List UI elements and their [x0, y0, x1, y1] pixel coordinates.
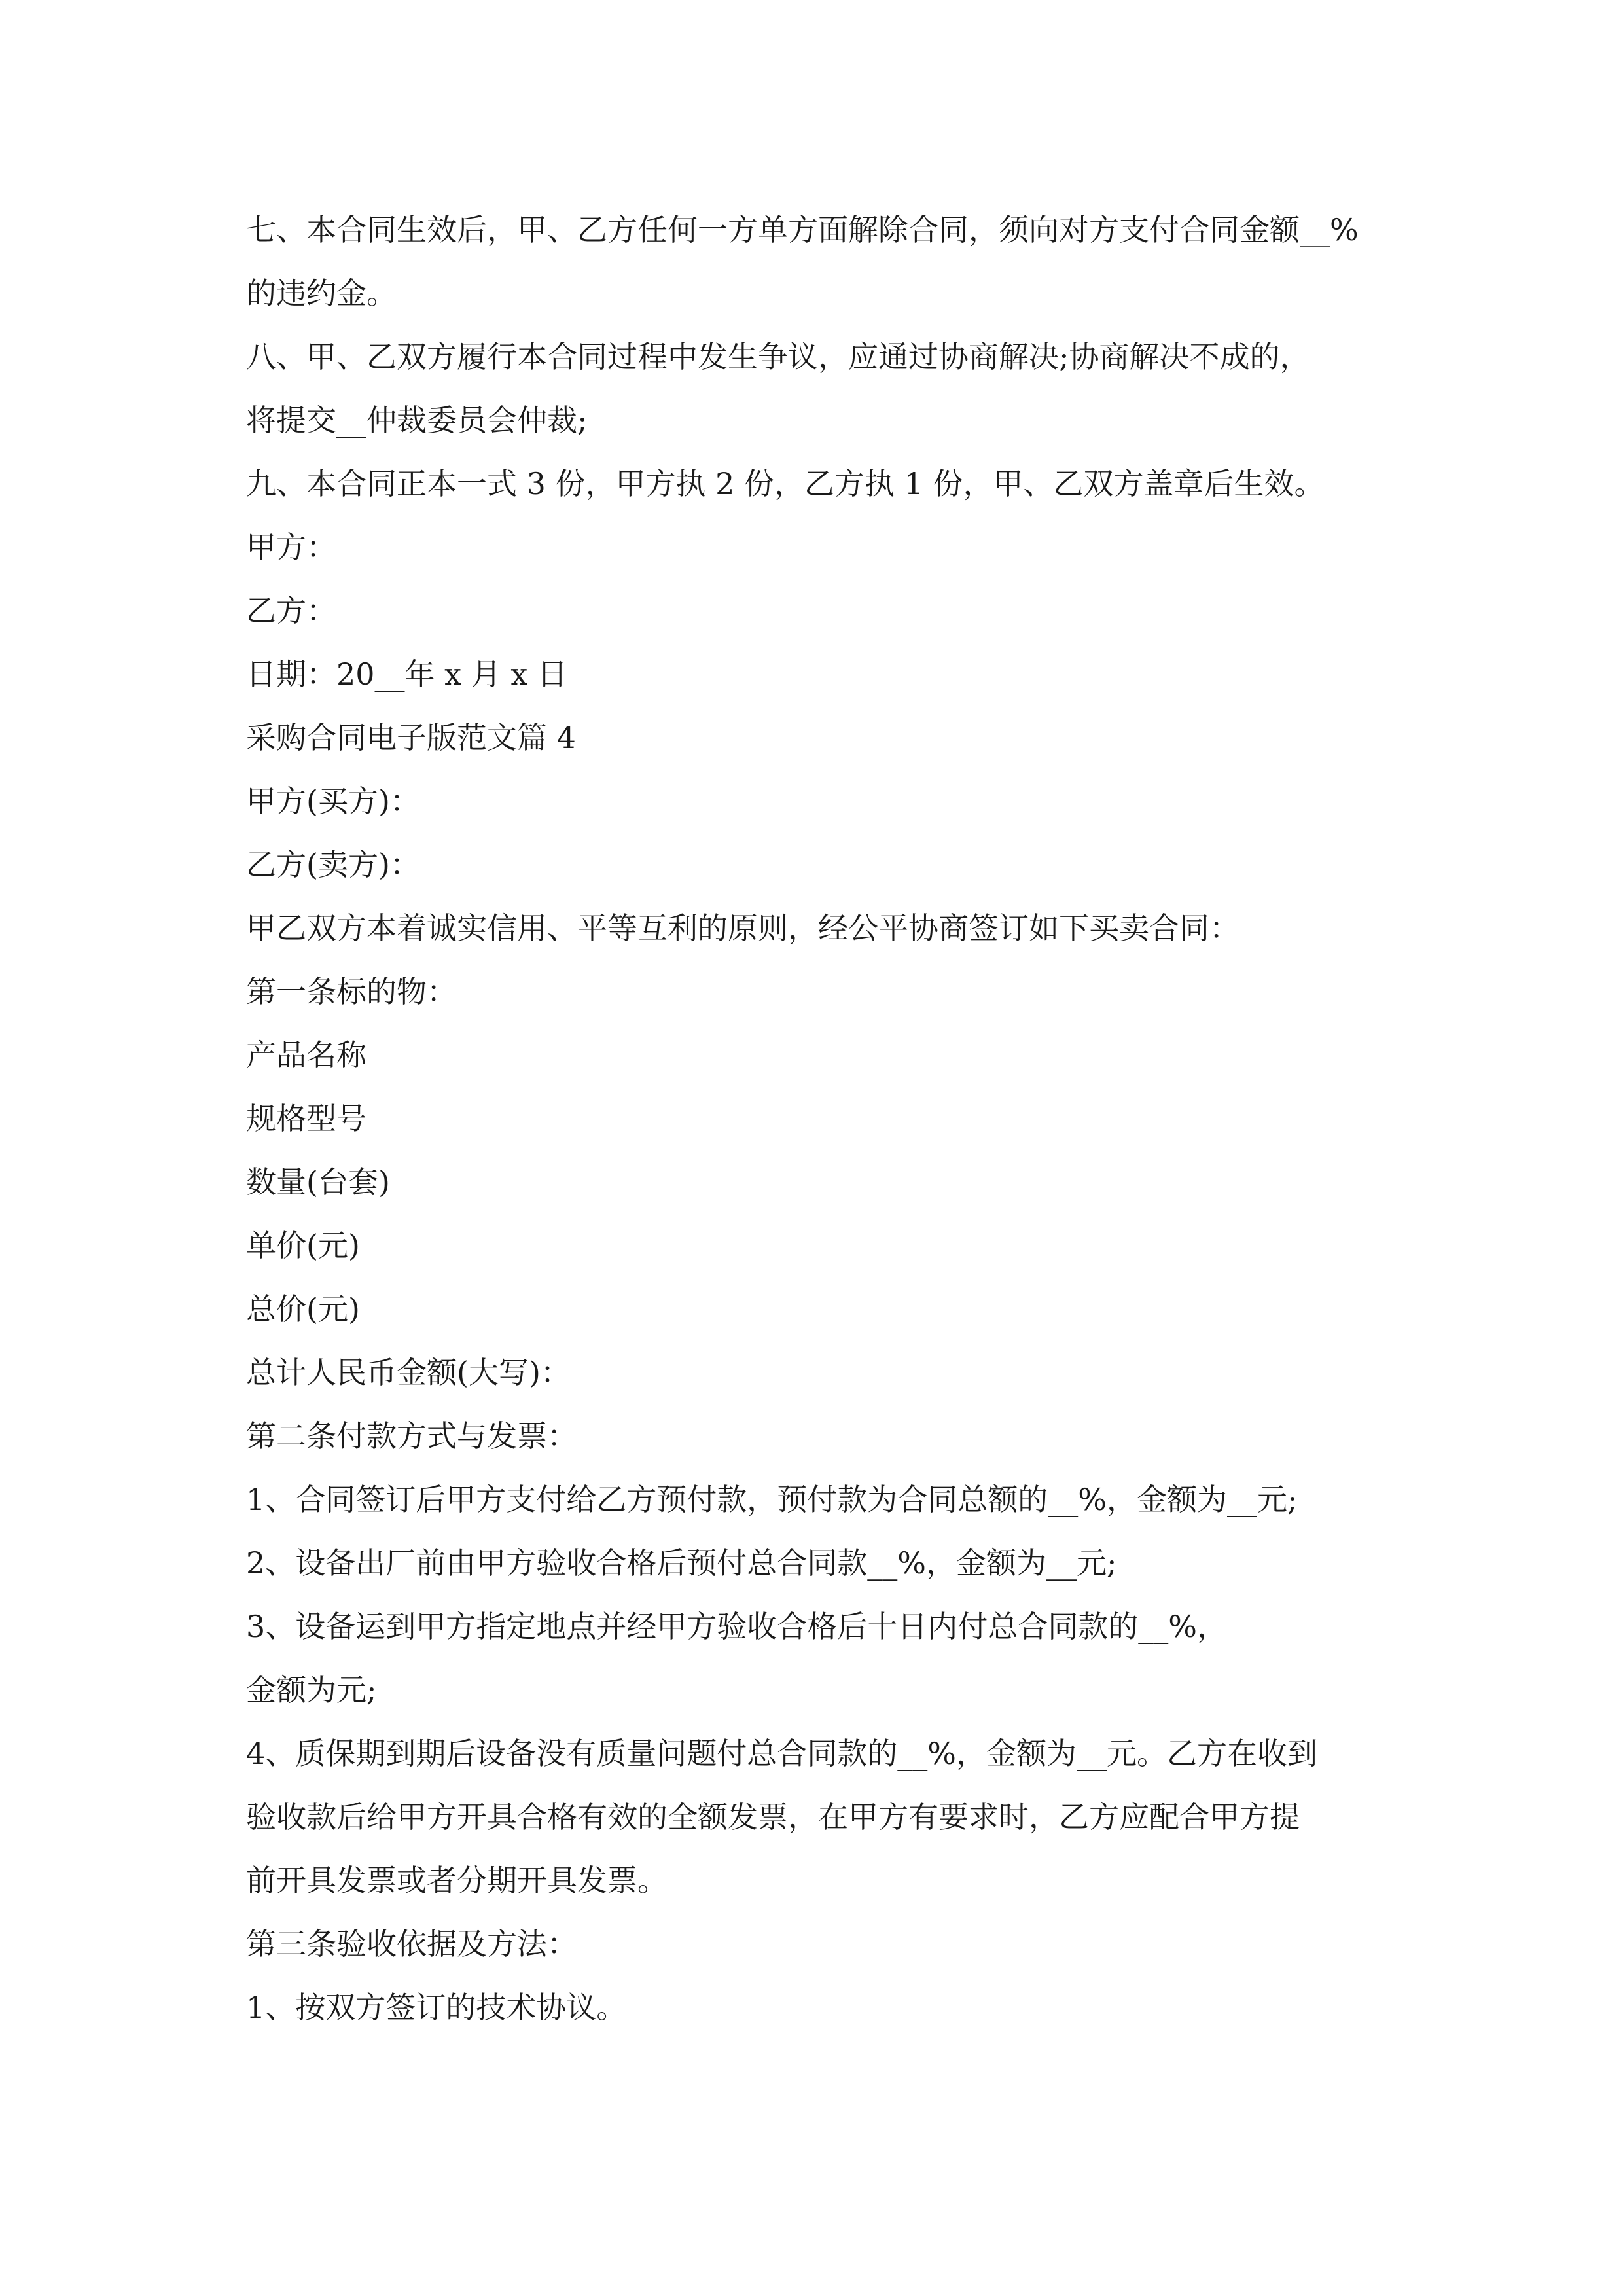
text-line: 单价(元)	[246, 1228, 360, 1263]
text-line: 第一条标的物：	[246, 974, 457, 1009]
text-line: 总计人民币金额(大写)：	[246, 1355, 571, 1390]
text-line: 验收款后给甲方开具合格有效的全额发票，在甲方有要求时，乙方应配合甲方提	[246, 1799, 1300, 1835]
text-line: 第三条验收依据及方法：	[246, 1926, 577, 1962]
text-line: 第二条付款方式与发票：	[246, 1418, 577, 1454]
section-heading: 采购合同电子版范文篇 4	[246, 720, 576, 755]
text-line: 甲乙双方本着诚实信用、平等互利的原则，经公平协商签订如下买卖合同：	[246, 910, 1240, 946]
text-line: 2、设备出厂前由甲方验收合格后预付总合同款__%，金额为__元;	[246, 1545, 1117, 1581]
text-line: 的违约金。	[246, 276, 397, 311]
text-line: 甲方(买方)：	[246, 783, 420, 819]
text-line: 规格型号	[246, 1101, 366, 1136]
text-line: 将提交__仲裁委员会仲裁;	[246, 403, 588, 438]
text-line: 甲方：	[246, 529, 336, 565]
text-line: 乙方(卖方)：	[246, 847, 420, 882]
text-line: 八、甲、乙双方履行本合同过程中发生争议，应通过协商解决;协商解决不成的，	[246, 339, 1310, 374]
text-line: 1、合同签订后甲方支付给乙方预付款，预付款为合同总额的__%，金额为__元;	[246, 1482, 1298, 1517]
text-line: 3、设备运到甲方指定地点并经甲方验收合格后十日内付总合同款的__%，	[246, 1609, 1227, 1644]
text-line: 七、本合同生效后，甲、乙方任何一方单方面解除合同，须向对方支付合同金额__%	[246, 212, 1359, 247]
text-line: 4、质保期到期后设备没有质量问题付总合同款的__%，金额为__元。乙方在收到	[246, 1736, 1317, 1771]
text-line: 总价(元)	[246, 1291, 360, 1327]
text-line: 日期：20__年 x 月 x 日	[246, 656, 567, 692]
text-line: 九、本合同正本一式 3 份，甲方执 2 份，乙方执 1 份，甲、乙双方盖章后生效。	[246, 466, 1325, 501]
text-line: 产品名称	[246, 1037, 366, 1073]
text-line: 数量(台套)	[246, 1164, 390, 1200]
text-line: 金额为元;	[246, 1672, 377, 1708]
text-line: 乙方：	[246, 593, 336, 628]
text-line: 前开具发票或者分期开具发票。	[246, 1863, 668, 1898]
text-line: 1、按双方签订的技术协议。	[246, 1990, 627, 2025]
